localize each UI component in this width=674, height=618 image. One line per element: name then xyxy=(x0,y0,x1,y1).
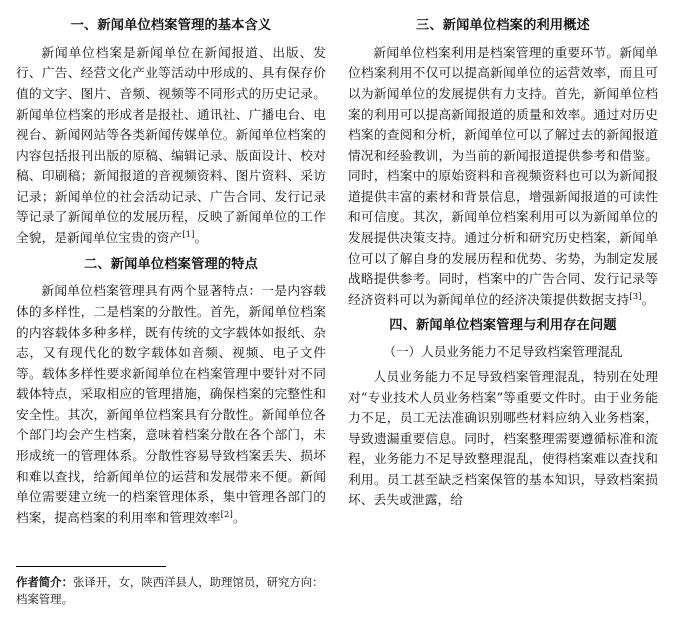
right-column xyxy=(348,10,658,570)
paragraph-2-1-suffix: 。 xyxy=(232,509,246,525)
section-heading-1: 一、新闻单位档案管理的基本含义 xyxy=(70,18,272,33)
paragraph-2-1-text: 新闻单位档案管理具有两个显著特点：一是内容载体的多样性，二是档案的分散性。首先，新闻单位档案的内容载体多种多样，既有传统的文字载体如报纸、杂志，又有现代化的数字载体如音频、视频、电子文件等。载体多样性要求新闻单位在档案管理中要针对不同载体特点，采取相应的管理措施，确保档案的完整性和安全性。其次，新闻单位档案具有分散性。新闻单位各个部门均会产生档案，意味着档案分散在各个部门，未形成统一的管理体系。分散性容易导致档案丢失、损坏和难以查找，给新闻单位的运营和发展带来不便。新闻单位需要建立统一的档案管理体系，集中管理各部门的档案，提高档案的利用率和管理效率 xyxy=(16,283,326,525)
footnote-label: 作者简介： xyxy=(16,574,73,589)
subsection-heading-4-1: （一）人员业务能力不足导致档案管理混乱 xyxy=(383,344,623,360)
paragraph-4-1-1: 人员业务能力不足导致档案管理混乱，特别在处理对“专业技术人员业务档案”等重要文件时。由于业务能力不足，员工无法准确识别哪些材料应纳入业务档案，导致遗漏重要信息。同时，档案整理需要遵循标准和流程，业务能力不足导致整理混乱，使得档案难以查找和利用。员工甚至缺乏档案保管的基本知识，导致档案损坏、丢失或泄露，给 xyxy=(348,369,658,508)
section-heading-2: 二、新闻单位档案管理的特点 xyxy=(83,256,259,272)
section-heading-3: 三、新闻单位档案的利用概述 xyxy=(415,18,591,33)
paragraph-1-1-suffix: 。 xyxy=(194,230,208,245)
footnote-divider xyxy=(16,566,166,567)
paragraph-2-1 xyxy=(16,281,326,528)
citation-ref-1: [1] xyxy=(182,229,195,240)
left-column xyxy=(16,10,326,570)
footnote-body: 张译开，女，陕西洋县人，助理馆员，研究方向：档案管理。 xyxy=(16,574,324,606)
paragraph-1-1 xyxy=(16,43,326,249)
section-heading-4: 四、新闻单位档案管理与利用存在问题 xyxy=(389,318,617,334)
paragraph-1-1-text: 新闻单位档案是新闻单位在新闻报道、出版、发行、广告、经营文化产业等活动中形成的、具有保存价值的文字、图片、音频、视频等不同形式的历史记录。新闻单位档案的形成者是报社、通讯社、广播电台、电视台、新闻网站等各类新闻传媒单位。新闻单位档案的内容包括报刊出版的原稿、编辑记录、版面设计、校对稿、印刷稿；新闻报道的音视频资料、图片资料、采访记录；新闻单位的社会活动记录、广告合同、发行记录等记录了新闻单位的发展历程，反映了新闻单位的工作全貌，是新闻单位宝贵的资产 xyxy=(16,44,326,245)
footnote xyxy=(16,566,326,608)
two-column-layout xyxy=(16,10,658,570)
paragraph-3-1-text: 新闻单位档案利用是档案管理的重要环节。新闻单位档案利用不仅可以提高新闻单位的运营效率，而且可以为新闻单位的发展提供有力支持。首先，新闻单位档案的利用可以提高新闻报道的质量和效率。通过对历史档案的查阅和分析，新闻单位可以了解过去的新闻报道情况和经验教训，为当前的新闻报道提供参考和借鉴。同时，档案中的原始资料和音视频资料也可以为新闻报道提供丰富的素材和背景信息，增强新闻报道的可读性和可信度。其次，新闻单位档案利用可以为新闻单位的发展提供决策支持。通过分析和研究历史档案，新闻单位可以了解自身的发展历程和优势、劣势，为制定发展战略提供参考。同时，档案中的广告合同、发行记录等经济资料可以为新闻单位的经济决策提供数据支持 xyxy=(348,44,658,307)
paragraph-3-1 xyxy=(348,43,658,311)
citation-ref-2: [2] xyxy=(220,509,233,520)
citation-ref-3: [3] xyxy=(629,291,642,302)
paragraph-3-1-suffix: 。 xyxy=(641,291,655,307)
footnote-content xyxy=(16,574,326,608)
